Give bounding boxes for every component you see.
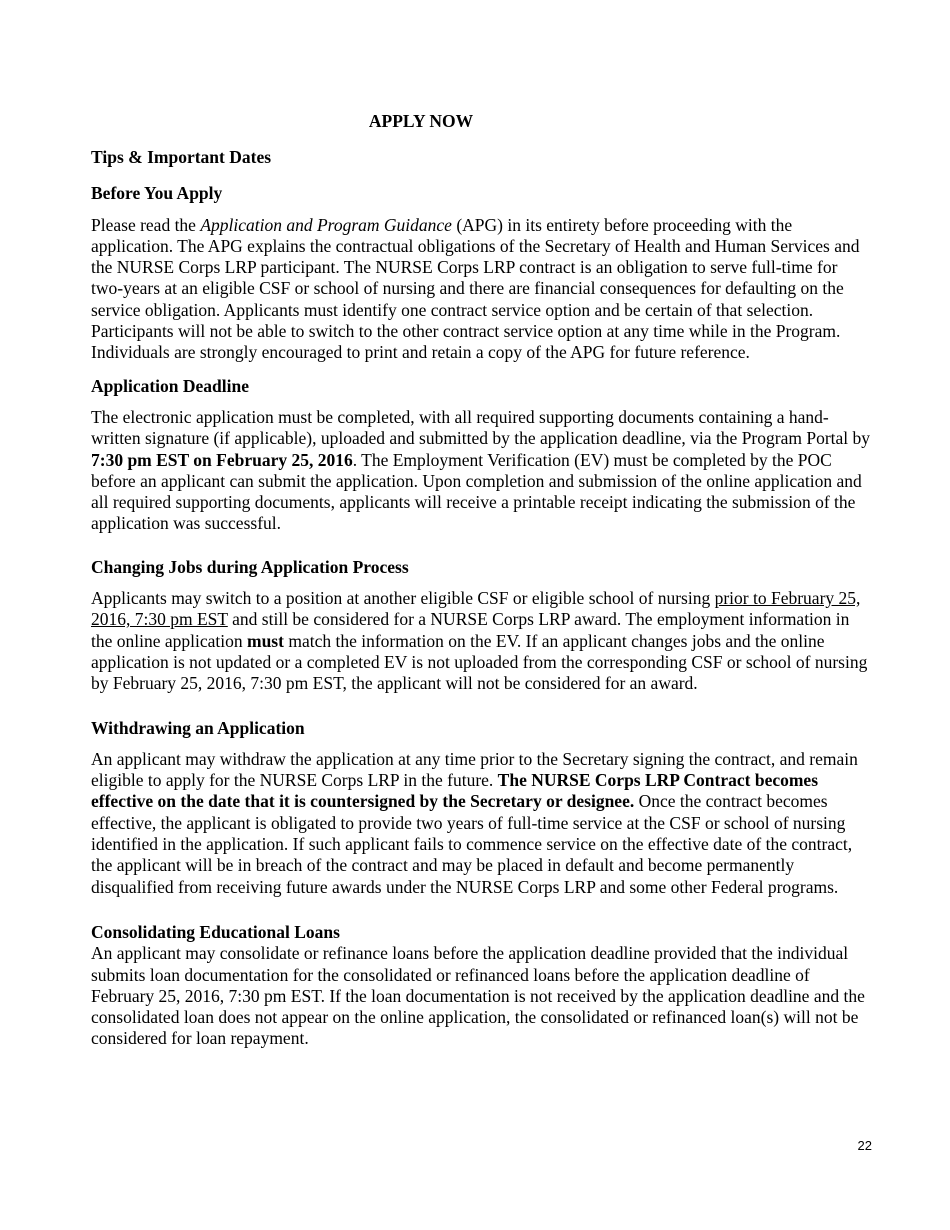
section-paragraph	[91, 407, 870, 535]
section-changing-jobs	[91, 557, 870, 695]
section-heading: Consolidating Educational Loans	[91, 921, 340, 942]
section-paragraph: An applicant may consolidate or refinance loans before the application deadline provided that the individual submits loan documentation for the consolidated or refinanced loans before the application deadline of February 25, 2016, 7:30 pm EST. If the loan documentation is not received by the application deadline and the consolidated loan does not appear on the online application, the consolidated or refinanced loan(s) will not be considered for loan repayment.	[91, 943, 865, 1049]
document-body	[91, 147, 870, 1050]
must-emphasis: must	[247, 630, 284, 651]
section-application-deadline	[91, 376, 870, 535]
section-withdrawing	[91, 718, 870, 898]
text-run: Please read the	[91, 214, 201, 235]
page-number: 22	[857, 1138, 872, 1153]
text-run: (APG) in its entirety before proceeding with the application. The APG explains the contractual obligations of the Secretary of Health and Human Services and the NURSE Corps LRP participant. The NURSE Corps LRP contract is an obligation to serve full-time for two-years at an eligible CSF or school of nursing and there are financial consequences for defaulting on the service obligation. Applicants must identify one contract service option and be certain of that selection. Participants will not be able to switch to the other contract service option at any time while in the Program. Individuals are strongly encouraged to print and retain a copy of the APG for future reference.	[91, 214, 860, 363]
text-run: match the information on the EV. If an applicant changes jobs and the online application is not updated or a completed EV is not uploaded from the corresponding CSF or school of nursing by February 25, 2016, 7:30 pm EST, the applicant will not be considered for an award.	[91, 630, 868, 694]
section-paragraph	[91, 215, 870, 364]
deadline-underline: prior to February 25, 2016, 7:30 pm EST	[91, 588, 861, 630]
text-run: . The Employment Verification (EV) must be completed by the POC before an applicant can submit the application. Upon completion and submission of the online application and all required supporting documents, applicants will receive a printable receipt indicating the submission of the application was successful.	[91, 449, 862, 534]
section-heading: Withdrawing an Application	[91, 717, 305, 738]
contract-emphasis: The NURSE Corps LRP Contract becomes effective on the date that it is countersigned by the Secretary or designee.	[91, 770, 819, 812]
text-run: Once the contract becomes effective, the applicant is obligated to provide two years of full-time service at the CSF or school of nursing identified in the application. If such applicant fails to commence service on the effective date of the contract, the applicant will be in breach of the contract and may be placed in default and become permanently disqualified from receiving future awards under the NURSE Corps LRP and some other Federal programs.	[91, 791, 853, 897]
page-title: APPLY NOW	[368, 111, 474, 131]
text-run: and still be considered for a NURSE Corps LRP award. The employment information in the online application	[91, 609, 850, 651]
section-paragraph	[91, 588, 870, 694]
text-run: Applicants may switch to a position at another eligible CSF or eligible school of nursing	[91, 588, 715, 609]
section-consolidating	[91, 922, 870, 1050]
section-heading: Application Deadline	[91, 375, 250, 396]
text-run: An applicant may withdraw the application at any time prior to the Secretary signing the contract, and remain eligible to apply for the NURSE Corps LRP in the future.	[91, 748, 858, 791]
section-before-you-apply	[91, 183, 870, 363]
subtitle: Tips & Important Dates	[91, 147, 272, 167]
italic-title: Application and Program Guidance	[200, 214, 452, 235]
section-heading: Before You Apply	[91, 183, 223, 204]
section-heading: Changing Jobs during Application Process	[91, 556, 409, 577]
section-paragraph	[91, 749, 870, 898]
text-run: The electronic application must be completed, with all required supporting documents containing a hand-written signature (if applicable), uploaded and submitted by the application deadline, via the Program Portal by	[91, 406, 871, 449]
deadline-emphasis: 7:30 pm EST on February 25, 2016	[91, 449, 353, 470]
